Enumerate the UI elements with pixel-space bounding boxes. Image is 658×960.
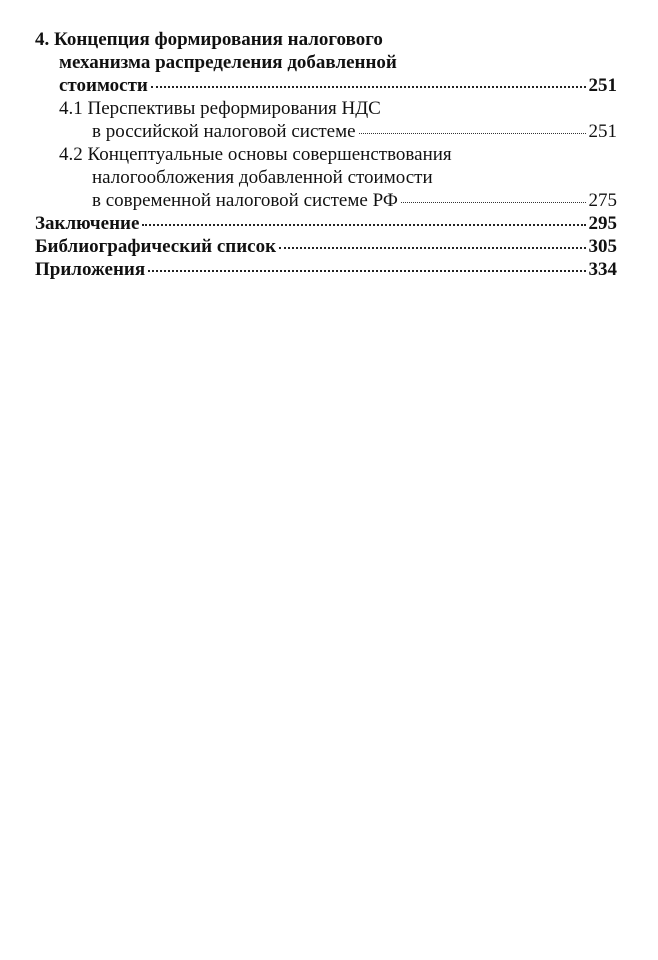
toc-section-4-1-title-part2: в российской налоговой системе: [92, 121, 356, 142]
toc-bibliography-page: 305: [588, 236, 617, 257]
toc-chapter-4-title-part2: механизма распределения добавленной: [59, 52, 397, 73]
toc-section-4-1-line1: [35, 97, 617, 120]
toc-appendices-title: Приложения: [35, 259, 146, 280]
toc-section-4-2-page: 275: [588, 190, 617, 211]
dot-leader: [401, 201, 586, 203]
toc-section-4-2-title-part3: в современной налоговой системе РФ: [92, 190, 398, 211]
toc-section-4-2-line1: [35, 143, 617, 166]
toc-section-4-2-title-part2: налогообложения добавленной стоимости: [92, 167, 433, 188]
toc-section-4-1-line2: [35, 120, 617, 143]
toc-chapter-4-line3: [35, 74, 617, 97]
toc-chapter-4-title-part1: 4. Концепция формирования налогового: [35, 29, 383, 50]
toc-conclusion-page: 295: [588, 213, 617, 234]
toc-chapter-4-title-part3: стоимости: [59, 75, 148, 96]
toc-section-4-1-title-part1: 4.1 Перспективы реформирования НДС: [59, 98, 381, 119]
table-of-contents: [35, 28, 617, 281]
toc-appendices-page: 334: [588, 259, 617, 280]
toc-section-4-2-title-part1: 4.2 Концептуальные основы совершенствования: [59, 144, 452, 165]
toc-chapter-4-line2: [35, 51, 617, 74]
dot-leader: [142, 223, 585, 226]
toc-bibliography: [35, 235, 617, 258]
toc-section-4-2-line2: [35, 166, 617, 189]
toc-appendices: [35, 258, 617, 281]
dot-leader: [359, 132, 586, 134]
toc-section-4-2-line3: [35, 189, 617, 212]
toc-chapter-4-line1: [35, 28, 617, 51]
dot-leader: [151, 85, 586, 88]
dot-leader: [148, 269, 585, 272]
dot-leader: [279, 246, 585, 249]
toc-bibliography-title: Библиографический список: [35, 236, 277, 257]
toc-section-4-1-page: 251: [588, 121, 617, 142]
toc-chapter-4-page: 251: [588, 75, 617, 96]
toc-conclusion-title: Заключение: [35, 213, 140, 234]
toc-conclusion: [35, 212, 617, 235]
